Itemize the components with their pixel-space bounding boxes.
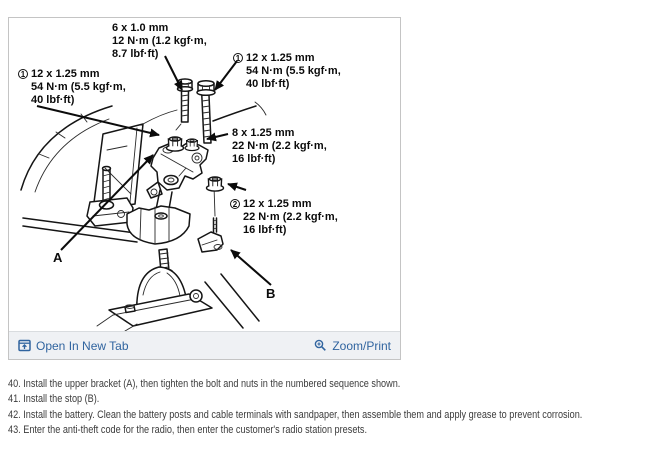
zoom-print-link[interactable] — [314, 339, 391, 352]
callout-bolt-6mm — [112, 22, 207, 61]
callout-line: 8 x 1.25 mm — [232, 127, 295, 139]
zoom-print-label: Zoom/Print — [332, 338, 391, 353]
callout-line: 6 x 1.0 mm — [112, 22, 169, 34]
callout-line: 12 x 1.25 mm — [31, 68, 100, 80]
callout-line: 40 lbf·ft) — [246, 78, 290, 90]
open-in-new-tab-label: Open In New Tab — [36, 338, 129, 353]
callout-line: 16 lbf·ft) — [232, 153, 276, 165]
sequence-2-badge: 2 — [230, 199, 240, 209]
callout-line: 22 N·m (2.2 kgf·m, — [232, 140, 327, 152]
figure-panel — [8, 17, 401, 360]
callout-line: 54 N·m (5.5 kgf·m, — [246, 65, 341, 77]
sequence-1-badge: 1 — [18, 69, 28, 79]
open-in-new-tab-link[interactable] — [18, 339, 129, 352]
callout-nut-12mm — [230, 198, 338, 237]
part-label-a: A — [53, 250, 63, 265]
open-in-new-tab-icon — [18, 339, 31, 352]
part-label-b: B — [266, 286, 276, 301]
callout-line: 54 N·m (5.5 kgf·m, — [31, 81, 126, 93]
instruction-steps — [8, 377, 650, 439]
callout-line: 8.7 lbf·ft) — [112, 48, 159, 60]
callout-line: 12 x 1.25 mm — [246, 52, 315, 64]
callout-nut-8mm — [232, 127, 327, 166]
engine-mount-line-art — [9, 18, 400, 331]
step-41: 41. Install the stop (B). — [8, 393, 100, 406]
step-43: 43. Enter the anti-theft code for the radio, then enter the customer's radio station presets. — [8, 424, 368, 437]
engine-mount-diagram — [9, 18, 400, 331]
callout-line: 12 N·m (1.2 kgf·m, — [112, 35, 207, 47]
magnifier-icon — [314, 339, 327, 352]
sequence-1-badge: 1 — [233, 53, 243, 63]
callout-line: 22 N·m (2.2 kgf·m, — [243, 211, 338, 223]
step-42: 42. Install the battery. Clean the battery posts and cable terminals with sandpaper, then assemble them and apply grease to prevent corrosion. — [8, 408, 583, 421]
stop-part — [198, 186, 223, 252]
callout-right-12mm — [233, 52, 341, 91]
callout-left-12mm — [18, 68, 126, 107]
lower-bracket-drum — [127, 206, 190, 244]
callout-line: 16 lbf·ft) — [243, 224, 287, 236]
callout-line: 12 x 1.25 mm — [243, 198, 312, 210]
viewer-toolbar — [9, 331, 400, 359]
callout-line: 40 lbf·ft) — [31, 94, 75, 106]
engine-mount — [97, 249, 259, 331]
step-40: 40. Install the upper bracket (A), then tighten the bolt and nuts in the numbered sequence shown. — [8, 378, 401, 390]
